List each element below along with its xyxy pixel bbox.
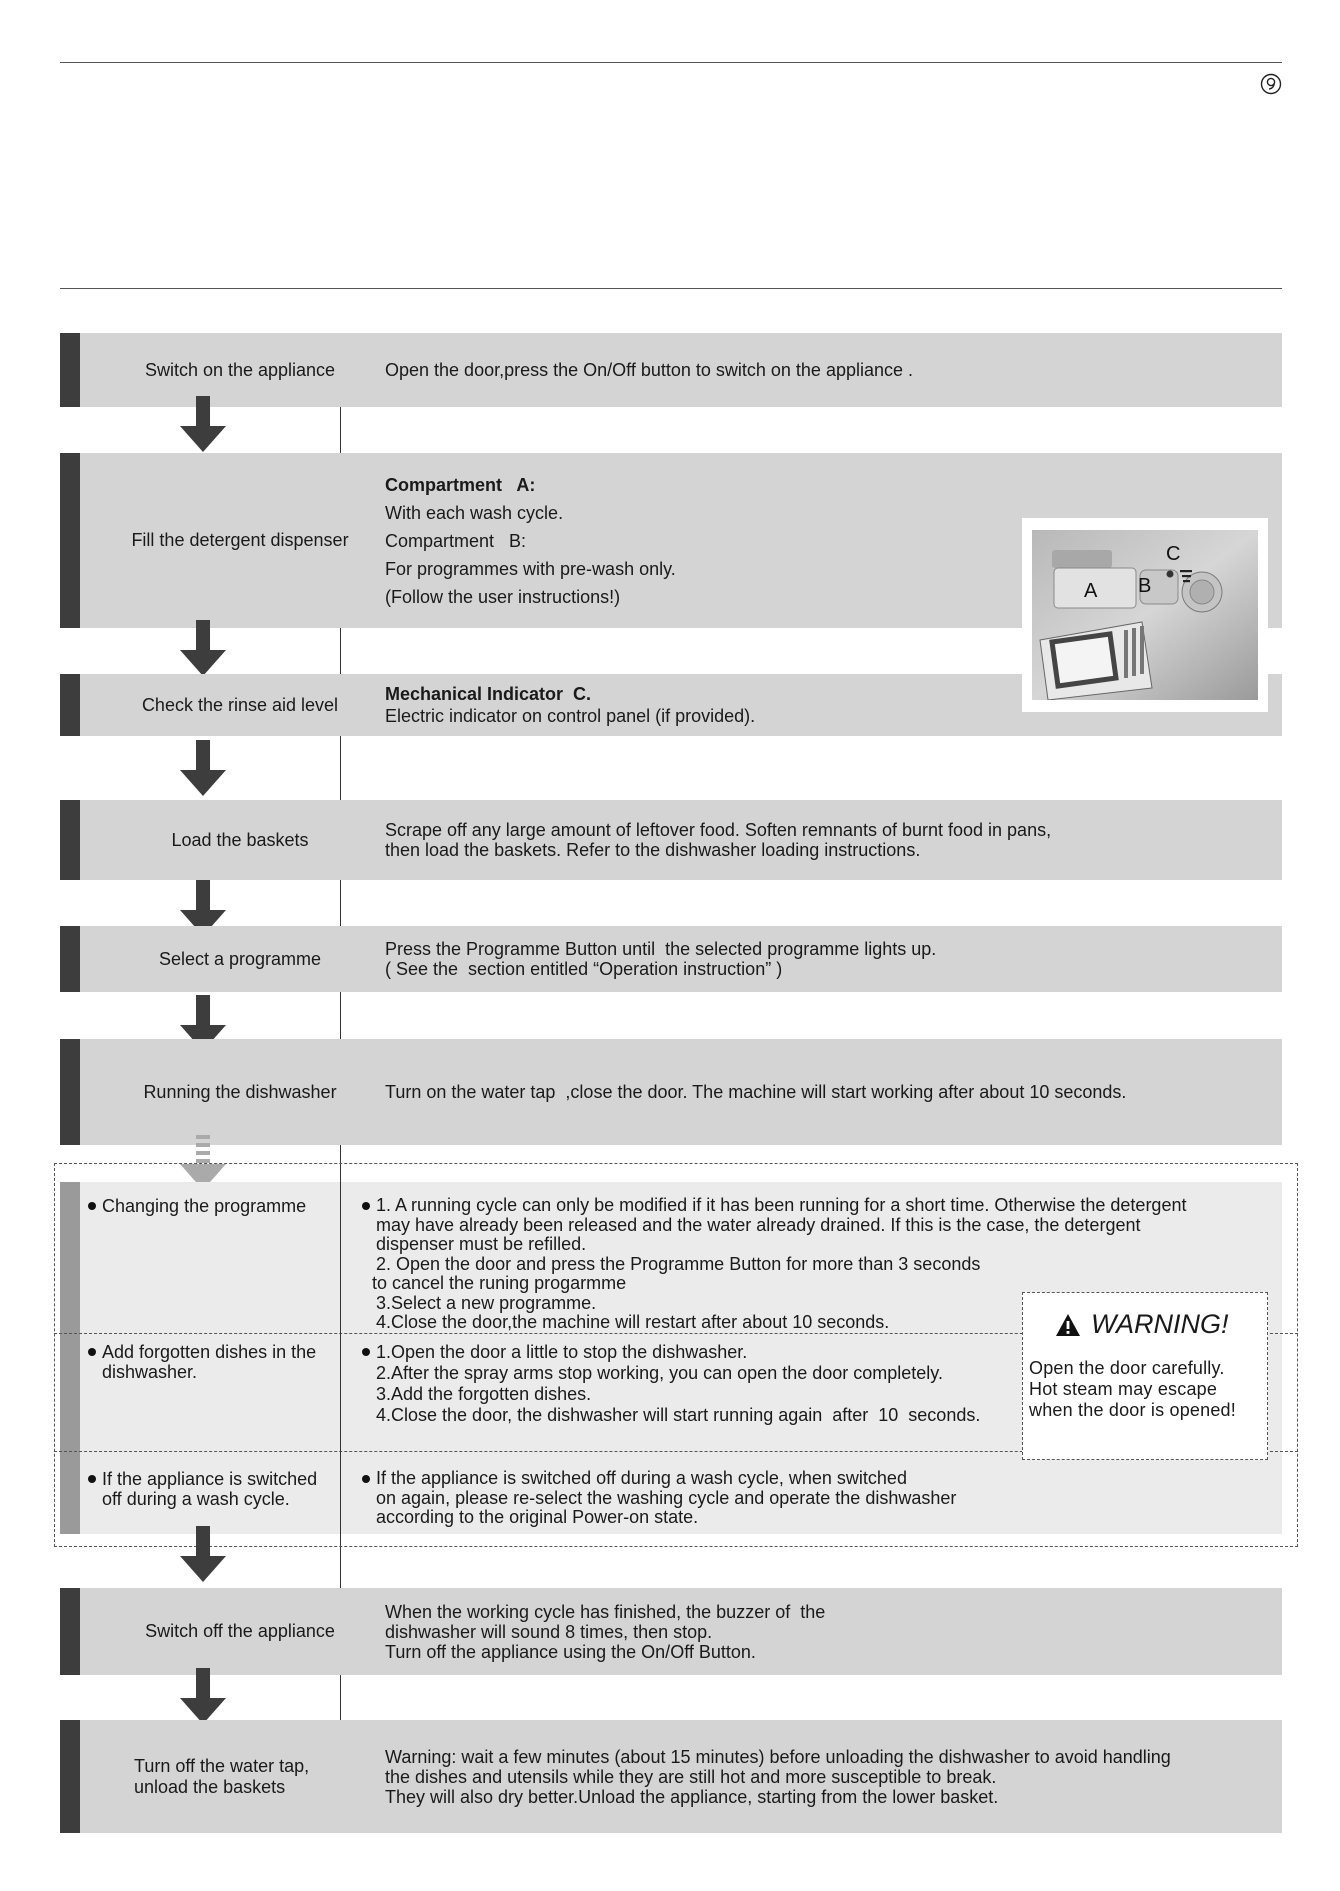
step-label: Load the baskets (171, 829, 309, 850)
step-label: Fill the detergent dispenser (131, 530, 349, 550)
step-label: Switch off the appliance (145, 1621, 335, 1641)
warning-title: WARNING! (1091, 1309, 1229, 1339)
step-content: Turn on the water tap ,close the door. The machine will start working after about 10 seconds. (385, 1082, 1127, 1102)
warning-triangle-icon (1055, 1313, 1081, 1337)
page-number-icon (1260, 73, 1282, 95)
step-content: Mechanical Indicator C. Electric indicator on control panel (if provided). (385, 684, 756, 726)
label-b: B (1138, 575, 1152, 597)
step-label: Check the rinse aid level (141, 694, 339, 715)
warning-body: Open the door carefully. Hot steam may escape when the door is opened! (1029, 1358, 1236, 1420)
exception-label: If the appliance is switched off during a wash cycle. (86, 1469, 346, 1509)
down-arrow-icon (180, 1526, 226, 1586)
step-select-programme (60, 926, 1282, 992)
down-arrow-icon (180, 740, 226, 800)
step-content: Scrape off any large amount of leftover food. Soften remnants of burnt food in pans, then load the baskets. Refer to the dishwasher loading instructions. (385, 820, 1052, 860)
step-unload (60, 1720, 1282, 1833)
step-switch-on (60, 333, 1282, 407)
step-content: Compartment A: With each wash cycle. Compartment B: For programmes with pre-wash only. (Follow the user instructions!) (385, 475, 676, 607)
step-running (60, 1039, 1282, 1145)
down-arrow-icon (180, 396, 226, 456)
label-a: A (1084, 580, 1098, 602)
exception-text: 1.Open the door a little to stop the dishwasher. 2.After the spray arms stop working, you can open the door completely. 3.Add the forgotten dishes. 4.Close the door, the dishwasher will start running again after 10 seconds. (360, 1342, 1060, 1426)
step-switch-off (60, 1588, 1282, 1675)
exception-label: Changing the programme (86, 1196, 346, 1216)
step-label: Select a programme (158, 948, 322, 969)
step-label: Running the dishwasher (143, 1081, 337, 1102)
exception-text: 1. A running cycle can only be modified if it has been running for a short time. Otherwise the detergent may have already been released and the water already drained. If this is the case, the detergent dispenser must be refilled. 2. Open the door and press the Programme Button for more than 3 seconds to cancel the runing progarmme 3.Select a new programme. 4.Close the door,the machine will restart after about 10 seconds. (360, 1196, 1060, 1333)
down-arrow-icon (180, 620, 226, 680)
section-rule (60, 288, 1282, 289)
step-content: When the working cycle has finished, the buzzer of the dishwasher will sound 8 times, then stop. Turn off the appliance using the On/Off Button. (385, 1601, 826, 1662)
exception-label: Add forgotten dishes in the dishwasher. (86, 1342, 346, 1382)
step-label: Switch on the appliance (144, 359, 336, 380)
exception-text: If the appliance is switched off during a wash cycle, when switched on again, please re-select the washing cycle and operate the dishwasher according to the original Power-on state. (360, 1469, 1060, 1528)
step-load-baskets (60, 800, 1282, 880)
step-content: Open the door,press the On/Off button to switch on the appliance . (385, 360, 914, 380)
top-rule (60, 62, 1282, 63)
step-label: Turn off the water tap, unload the baskets (134, 1755, 310, 1797)
detergent-dispenser-photo (1022, 518, 1268, 712)
warning-box (1022, 1292, 1268, 1460)
down-arrow-icon (180, 1668, 226, 1728)
step-content: Press the Programme Button until the selected programme lights up. ( See the section entitled “Operation instruction” ) (385, 939, 937, 979)
step-content: Warning: wait a few minutes (about 15 minutes) before unloading the dishwasher to avoid handling the dishes and utensils while they are still hot and more susceptible to break. They will also dry better.Unload the appliance, starting from the lower basket. (385, 1746, 1171, 1807)
label-c: C (1166, 543, 1181, 565)
